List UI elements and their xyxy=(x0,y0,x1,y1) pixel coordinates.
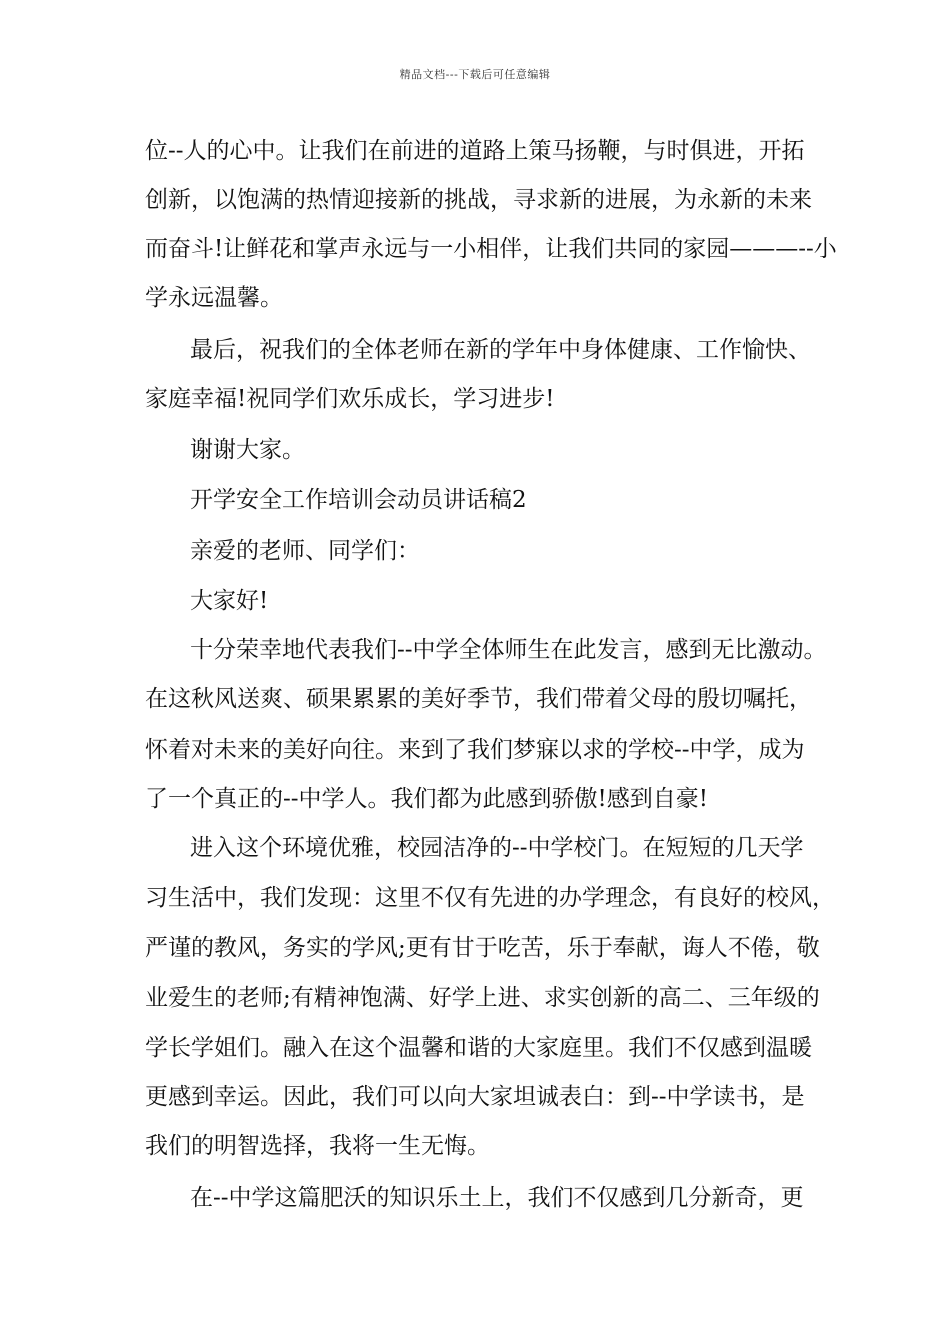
text-line: 我们的明智选择，我将一生无悔。 xyxy=(145,1133,490,1159)
text-line: 进入这个环境优雅，校园洁净的--中学校门。在短短的几天学 xyxy=(190,835,804,861)
text-line: 学长学姐们。融入在这个温馨和谐的大家庭里。我们不仅感到温暖 xyxy=(145,1035,812,1061)
page-header: 精品文档---下载后可任意编辑 xyxy=(399,68,551,81)
text-line: 大家好! xyxy=(190,588,269,614)
text-line: 亲爱的老师、同学们： xyxy=(190,538,420,564)
text-line: 十分荣幸地代表我们--中学全体师生在此发言，感到无比激动。 xyxy=(190,637,827,663)
text-line: 而奋斗!让鲜花和掌声永远与一小相伴，让我们共同的家园———--小 xyxy=(145,236,837,262)
text-line: 家庭幸福!祝同学们欢乐成长，学习进步! xyxy=(145,386,555,412)
text-line: 在--中学这篇肥沃的知识乐土上，我们不仅感到几分新奇，更 xyxy=(190,1185,804,1211)
text-line: 位--人的心中。让我们在前进的道路上策马扬鞭，与时俱进，开拓 xyxy=(145,138,805,164)
text-line: 最后，祝我们的全体老师在新的学年中身体健康、工作愉快、 xyxy=(190,337,811,363)
text-line: 学永远温馨。 xyxy=(145,285,283,311)
text-line: 了一个真正的--中学人。我们都为此感到骄傲!感到自豪! xyxy=(145,786,709,812)
text-line: 谢谢大家。 xyxy=(190,437,305,463)
text-line: 怀着对未来的美好向往。来到了我们梦寐以求的学校--中学，成为 xyxy=(145,737,805,763)
text-line: 在这秋风送爽、硕果累累的美好季节，我们带着父母的殷切嘱托， xyxy=(145,686,812,712)
text-line: 开学安全工作培训会动员讲话稿2 xyxy=(190,487,527,513)
text-line: 习生活中，我们发现：这里不仅有先进的办学理念，有良好的校风， xyxy=(145,885,835,911)
text-line: 创新，以饱满的热情迎接新的挑战，寻求新的进展，为永新的未来 xyxy=(145,187,812,213)
text-line: 更感到幸运。因此，我们可以向大家坦诚表白：到--中学读书，是 xyxy=(145,1084,805,1110)
text-line: 业爱生的老师;有精神饱满、好学上进、求实创新的高二、三年级的 xyxy=(145,985,820,1011)
text-line: 严谨的教风，务实的学风;更有甘于吃苦，乐于奉献，诲人不倦，敬 xyxy=(145,935,820,961)
